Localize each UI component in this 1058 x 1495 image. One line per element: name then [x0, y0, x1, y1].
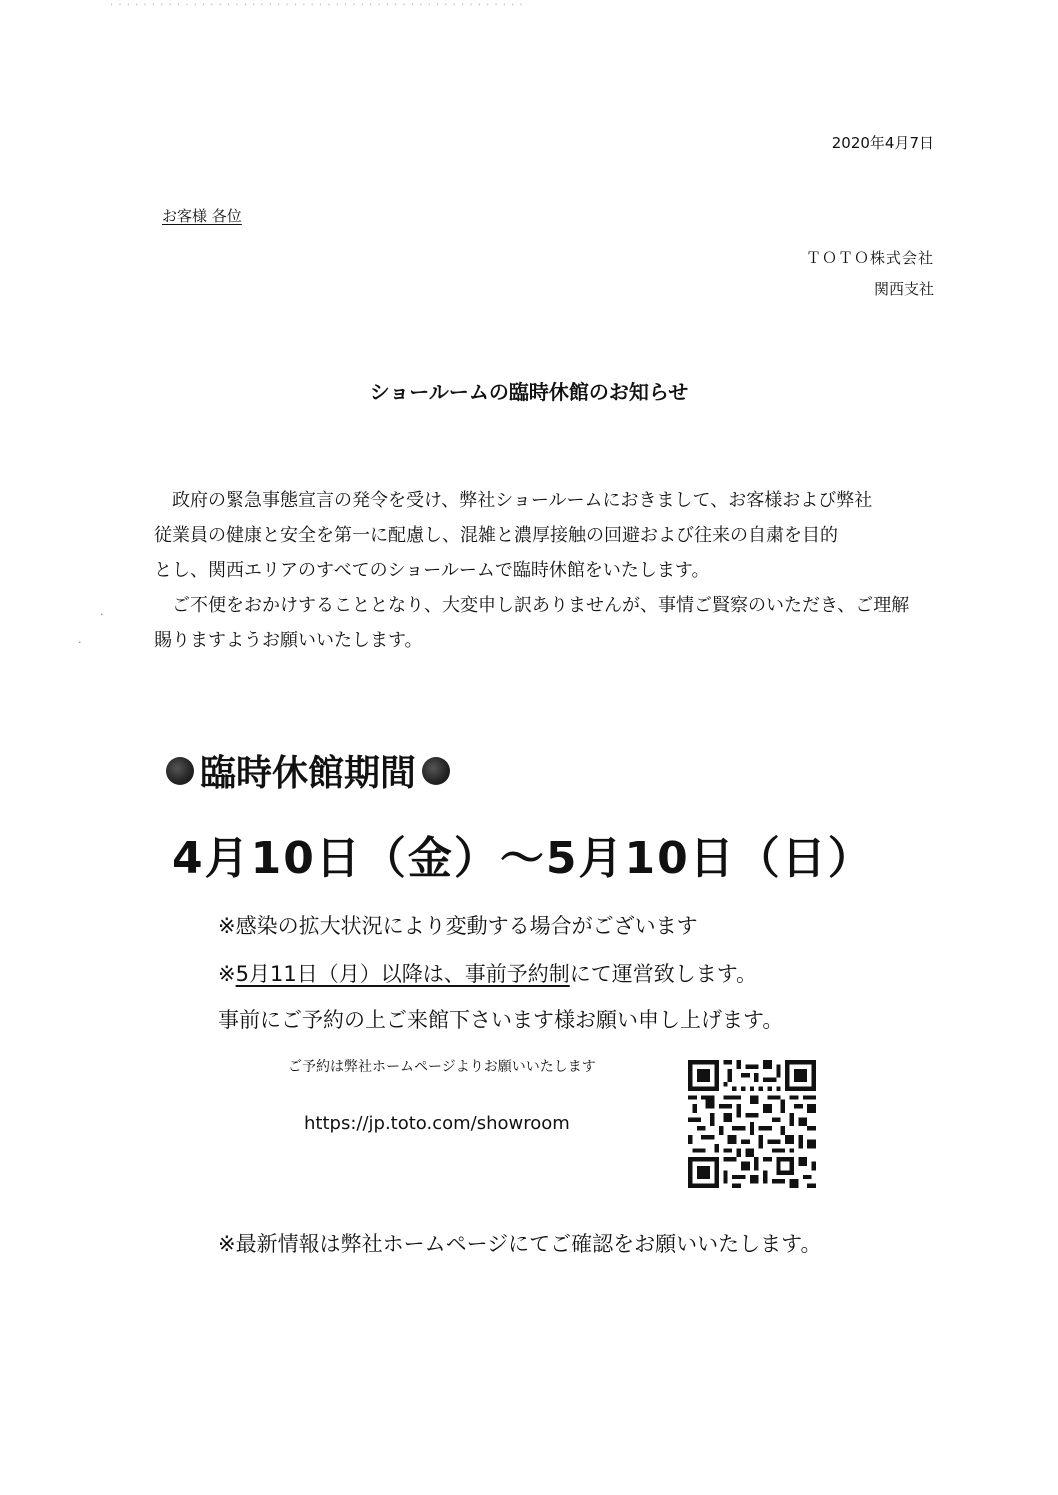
bullet-left-icon: [166, 757, 194, 785]
body-line-4: ご不便をおかけすることとなり、大変申し訳ありませんが、事情ご賢察のいただき、ご理解: [172, 595, 910, 616]
scan-artifact-2: ·: [78, 636, 82, 649]
footer-note: ※最新情報は弊社ホームページにてご確認をお願いいたします。: [218, 1232, 822, 1256]
closure-heading-text: 臨時休館期間: [200, 753, 417, 794]
addressee: お客様 各位: [162, 207, 242, 225]
note-reservation: [218, 958, 757, 988]
fax-header-strip: · · · · · · · · · · · · · · · · · · · · · · · · · · · · · · · · · · · · · · · · · · · · · · · · · ·: [110, 0, 524, 11]
branch-name: 関西支社: [873, 280, 934, 298]
qr-code-icon[interactable]: [688, 1060, 816, 1188]
bullet-right-icon: [422, 757, 450, 785]
document-date: 2020年4月7日: [831, 134, 934, 152]
notice-body: [154, 483, 934, 658]
notice-title: ショールームの臨時休館のお知らせ: [369, 380, 689, 404]
scan-artifact-1: ·: [100, 608, 104, 621]
note-reservation-prefix: ※: [218, 962, 236, 986]
body-line-1: 政府の緊急事態宣言の発令を受け、弊社ショールームにおきまして、お客様および弊社: [172, 490, 873, 511]
body-line-3: とし、関西エリアのすべてのショールームで臨時休館をいたします。: [154, 560, 710, 581]
note-change: ※感染の拡大状況により変動する場合がございます: [218, 914, 698, 938]
reservation-text: ご予約は弊社ホームページよりお願いいたします: [288, 1059, 596, 1075]
note-reservation-underlined: 5月11日（月）以降は、事前予約制: [235, 962, 570, 986]
showroom-url[interactable]: https://jp.toto.com/showroom: [304, 1113, 570, 1134]
note-reservation-suffix: にて運営致します。: [569, 962, 758, 986]
note-reservation-request: 事前にご予約の上ご来館下さいます様お願い申し上げます。: [218, 1008, 784, 1032]
closure-dates: 4月10日（金）～5月10日（日）: [172, 833, 874, 884]
company-name: ＴＯＴＯ株式会社: [805, 249, 934, 267]
body-line-5: 賜りますようお願いいたします。: [154, 630, 423, 651]
body-line-2: 従業員の健康と安全を第一に配慮し、混雑と濃厚接触の回避および往来の自粛を目的: [154, 525, 838, 546]
closure-period-heading: [160, 745, 456, 796]
